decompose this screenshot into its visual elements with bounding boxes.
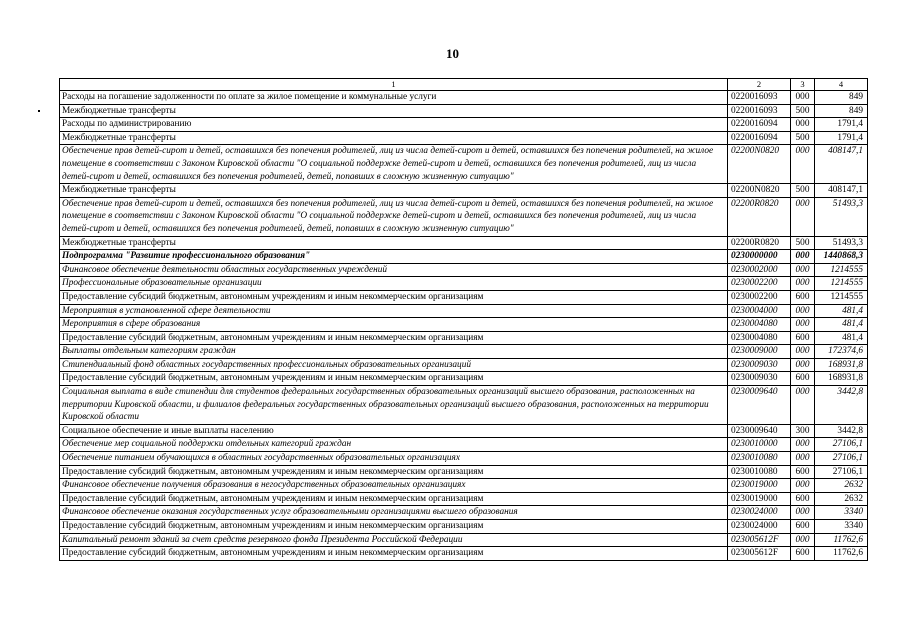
table-row bbox=[60, 304, 868, 318]
row-amount-cell: 27106,1 bbox=[815, 465, 868, 479]
row-code-cell: 0220016093 bbox=[728, 104, 791, 118]
scan-mark bbox=[38, 110, 40, 112]
row-kind-cell: 000 bbox=[791, 304, 815, 318]
table-row bbox=[60, 520, 868, 534]
table-row bbox=[60, 104, 868, 118]
row-amount-cell: 1440868,3 bbox=[815, 250, 868, 264]
table-row bbox=[60, 452, 868, 466]
row-kind-cell: 000 bbox=[791, 118, 815, 132]
row-code-cell: 0230024000 bbox=[728, 506, 791, 520]
row-kind-cell: 000 bbox=[791, 318, 815, 332]
table-row bbox=[60, 197, 868, 236]
row-name-cell: Предоставление субсидий бюджетным, автономным учреждениям и иным некоммерческим организациям bbox=[60, 520, 728, 534]
row-code-cell: 0230002200 bbox=[728, 277, 791, 291]
table-row bbox=[60, 492, 868, 506]
table-row bbox=[60, 438, 868, 452]
row-kind-cell: 000 bbox=[791, 386, 815, 425]
table-body bbox=[60, 79, 868, 561]
row-kind-cell: 300 bbox=[791, 424, 815, 438]
row-amount-cell: 2632 bbox=[815, 479, 868, 493]
row-name-cell: Финансовое обеспечение деятельности областных государственных учреждений bbox=[60, 263, 728, 277]
table-row bbox=[60, 118, 868, 132]
row-amount-cell: 3340 bbox=[815, 520, 868, 534]
row-kind-cell: 000 bbox=[791, 479, 815, 493]
row-amount-cell: 481,4 bbox=[815, 331, 868, 345]
table-row bbox=[60, 506, 868, 520]
row-kind-cell: 600 bbox=[791, 492, 815, 506]
row-amount-cell: 51493,3 bbox=[815, 236, 868, 250]
table-row bbox=[60, 424, 868, 438]
row-kind-cell: 500 bbox=[791, 184, 815, 198]
row-code-cell: 0220016093 bbox=[728, 91, 791, 105]
row-code-cell: 0230009030 bbox=[728, 372, 791, 386]
table-row bbox=[60, 331, 868, 345]
row-kind-cell: 000 bbox=[791, 250, 815, 264]
row-amount-cell: 3442,8 bbox=[815, 424, 868, 438]
row-amount-cell: 1214555 bbox=[815, 290, 868, 304]
row-kind-cell: 500 bbox=[791, 236, 815, 250]
row-name-cell: Подпрограмма "Развитие профессионального образования" bbox=[60, 250, 728, 264]
row-amount-cell: 408147,1 bbox=[815, 145, 868, 184]
row-name-cell: Межбюджетные трансферты bbox=[60, 131, 728, 145]
row-kind-cell: 500 bbox=[791, 131, 815, 145]
row-name-cell: Финансовое обеспечение оказания государственных услуг образовательными организациями высшего образования bbox=[60, 506, 728, 520]
row-name-cell: Стипендиальный фонд областных государственных профессиональных образовательных организаций bbox=[60, 358, 728, 372]
row-amount-cell: 1791,4 bbox=[815, 131, 868, 145]
row-name-cell: Предоставление субсидий бюджетным, автономным учреждениям и иным некоммерческим организациям bbox=[60, 290, 728, 304]
table-row bbox=[60, 479, 868, 493]
row-name-cell: Предоставление субсидий бюджетным, автономным учреждениям и иным некоммерческим организациям bbox=[60, 331, 728, 345]
row-code-cell: 0220016094 bbox=[728, 118, 791, 132]
row-amount-cell: 1214555 bbox=[815, 263, 868, 277]
row-code-cell: 0230024000 bbox=[728, 520, 791, 534]
row-name-cell: Профессиональные образовательные организации bbox=[60, 277, 728, 291]
row-amount-cell: 11762,6 bbox=[815, 547, 868, 561]
header-col-1: 1 bbox=[60, 79, 728, 91]
row-kind-cell: 600 bbox=[791, 520, 815, 534]
table-row bbox=[60, 358, 868, 372]
row-amount-cell: 408147,1 bbox=[815, 184, 868, 198]
row-name-cell: Обеспечение питанием обучающихся в областных государственных образовательных организациях bbox=[60, 452, 728, 466]
row-amount-cell: 11762,6 bbox=[815, 533, 868, 547]
table-row bbox=[60, 465, 868, 479]
table-row bbox=[60, 131, 868, 145]
table-row bbox=[60, 533, 868, 547]
row-code-cell: 0230000000 bbox=[728, 250, 791, 264]
row-amount-cell: 1214555 bbox=[815, 277, 868, 291]
row-amount-cell: 849 bbox=[815, 104, 868, 118]
table-row bbox=[60, 547, 868, 561]
row-name-cell: Расходы по администрированию bbox=[60, 118, 728, 132]
row-amount-cell: 481,4 bbox=[815, 304, 868, 318]
row-kind-cell: 600 bbox=[791, 331, 815, 345]
row-code-cell: 0230009640 bbox=[728, 424, 791, 438]
row-name-cell: Предоставление субсидий бюджетным, автономным учреждениям и иным некоммерческим организациям bbox=[60, 372, 728, 386]
row-amount-cell: 27106,1 bbox=[815, 438, 868, 452]
table-row bbox=[60, 277, 868, 291]
row-amount-cell: 172374,6 bbox=[815, 345, 868, 359]
table-row bbox=[60, 91, 868, 105]
table-row bbox=[60, 145, 868, 184]
row-code-cell: 0220016094 bbox=[728, 131, 791, 145]
table-row bbox=[60, 263, 868, 277]
row-kind-cell: 000 bbox=[791, 533, 815, 547]
row-code-cell: 0230009000 bbox=[728, 345, 791, 359]
row-amount-cell: 3442,8 bbox=[815, 386, 868, 425]
row-name-cell: Выплаты отдельным категориям граждан bbox=[60, 345, 728, 359]
table-row bbox=[60, 386, 868, 425]
row-kind-cell: 000 bbox=[791, 506, 815, 520]
header-col-4: 4 bbox=[815, 79, 868, 91]
row-kind-cell: 000 bbox=[791, 277, 815, 291]
row-name-cell: Предоставление субсидий бюджетным, автономным учреждениям и иным некоммерческим организациям bbox=[60, 465, 728, 479]
row-kind-cell: 500 bbox=[791, 104, 815, 118]
row-kind-cell: 000 bbox=[791, 438, 815, 452]
table-row bbox=[60, 290, 868, 304]
table-header-row bbox=[60, 79, 868, 91]
row-code-cell: 02200R0820 bbox=[728, 236, 791, 250]
row-amount-cell: 27106,1 bbox=[815, 452, 868, 466]
row-code-cell: 023005612F bbox=[728, 547, 791, 561]
row-kind-cell: 000 bbox=[791, 452, 815, 466]
row-kind-cell: 000 bbox=[791, 263, 815, 277]
row-name-cell: Межбюджетные трансферты bbox=[60, 184, 728, 198]
header-col-3: 3 bbox=[791, 79, 815, 91]
row-code-cell: 0230010080 bbox=[728, 465, 791, 479]
table-row bbox=[60, 318, 868, 332]
row-amount-cell: 2632 bbox=[815, 492, 868, 506]
row-code-cell: 0230019000 bbox=[728, 479, 791, 493]
row-name-cell: Социальная выплата в виде стипендии для студентов федеральных государственных образовательных организаций высшего образования, расположенных на территории Кировской области, и филиалов федеральных государственных образовательных организаций высшего образования, расположенных на территории Кировской области bbox=[60, 386, 728, 425]
row-amount-cell: 849 bbox=[815, 91, 868, 105]
row-name-cell: Обеспечение прав детей-сирот и детей, оставшихся без попечения родителей, лиц из числа детей-сирот и детей, оставшихся без попечения родителей, на жилое помещение в соответствии с Законом Кировской области "О социальной поддержке детей-сирот и детей, оставшихся без попечения родителей, лиц из числа детей-сирот и детей, оставшихся без попечения родителей, детей, попавших в сложную жизненную ситуацию" bbox=[60, 145, 728, 184]
row-code-cell: 0230004000 bbox=[728, 304, 791, 318]
row-name-cell: Обеспечение мер социальной поддержки отдельных категорий граждан bbox=[60, 438, 728, 452]
header-col-2: 2 bbox=[728, 79, 791, 91]
page-number: 10 bbox=[446, 46, 459, 61]
budget-table bbox=[59, 78, 868, 561]
row-amount-cell: 51493,3 bbox=[815, 197, 868, 236]
row-code-cell: 02200N0820 bbox=[728, 184, 791, 198]
row-amount-cell: 3340 bbox=[815, 506, 868, 520]
row-code-cell: 02200R0820 bbox=[728, 197, 791, 236]
row-kind-cell: 000 bbox=[791, 197, 815, 236]
row-name-cell: Мероприятия в установленной сфере деятельности bbox=[60, 304, 728, 318]
row-name-cell: Межбюджетные трансферты bbox=[60, 104, 728, 118]
row-code-cell: 023005612F bbox=[728, 533, 791, 547]
row-code-cell: 0230004080 bbox=[728, 331, 791, 345]
row-amount-cell: 168931,8 bbox=[815, 372, 868, 386]
row-name-cell: Социальное обеспечение и иные выплаты населению bbox=[60, 424, 728, 438]
row-amount-cell: 1791,4 bbox=[815, 118, 868, 132]
row-kind-cell: 000 bbox=[791, 345, 815, 359]
row-kind-cell: 000 bbox=[791, 145, 815, 184]
table-row bbox=[60, 236, 868, 250]
row-code-cell: 0230010080 bbox=[728, 452, 791, 466]
row-code-cell: 0230002200 bbox=[728, 290, 791, 304]
row-kind-cell: 000 bbox=[791, 358, 815, 372]
row-code-cell: 0230002000 bbox=[728, 263, 791, 277]
row-name-cell: Межбюджетные трансферты bbox=[60, 236, 728, 250]
row-kind-cell: 600 bbox=[791, 290, 815, 304]
row-name-cell: Капитальный ремонт зданий за счет средств резервного фонда Президента Российской Федерации bbox=[60, 533, 728, 547]
row-name-cell: Обеспечение прав детей-сирот и детей, оставшихся без попечения родителей, лиц из числа детей-сирот и детей, оставшихся без попечения родителей, на жилое помещение в соответствии с Законом Кировской области "О социальной поддержке детей-сирот и детей, оставшихся без попечения родителей, лиц из числа детей-сирот и детей, оставшихся без попечения родителей, детей, попавших в сложную жизненную ситуацию" bbox=[60, 197, 728, 236]
row-kind-cell: 600 bbox=[791, 372, 815, 386]
row-name-cell: Расходы на погашение задолженности по оплате за жилое помещение и коммунальные услуги bbox=[60, 91, 728, 105]
table-row bbox=[60, 372, 868, 386]
row-code-cell: 0230019000 bbox=[728, 492, 791, 506]
table-row bbox=[60, 250, 868, 264]
row-name-cell: Финансовое обеспечение получения образования в негосударственных образовательных организациях bbox=[60, 479, 728, 493]
row-kind-cell: 600 bbox=[791, 547, 815, 561]
row-code-cell: 0230004080 bbox=[728, 318, 791, 332]
row-code-cell: 0230010000 bbox=[728, 438, 791, 452]
table-row bbox=[60, 345, 868, 359]
row-kind-cell: 000 bbox=[791, 91, 815, 105]
row-amount-cell: 481,4 bbox=[815, 318, 868, 332]
row-kind-cell: 600 bbox=[791, 465, 815, 479]
row-amount-cell: 168931,8 bbox=[815, 358, 868, 372]
row-code-cell: 02200N0820 bbox=[728, 145, 791, 184]
row-name-cell: Предоставление субсидий бюджетным, автономным учреждениям и иным некоммерческим организациям bbox=[60, 547, 728, 561]
row-name-cell: Мероприятия в сфере образования bbox=[60, 318, 728, 332]
row-name-cell: Предоставление субсидий бюджетным, автономным учреждениям и иным некоммерческим организациям bbox=[60, 492, 728, 506]
table-row bbox=[60, 184, 868, 198]
row-code-cell: 0230009030 bbox=[728, 358, 791, 372]
row-code-cell: 0230009640 bbox=[728, 386, 791, 425]
